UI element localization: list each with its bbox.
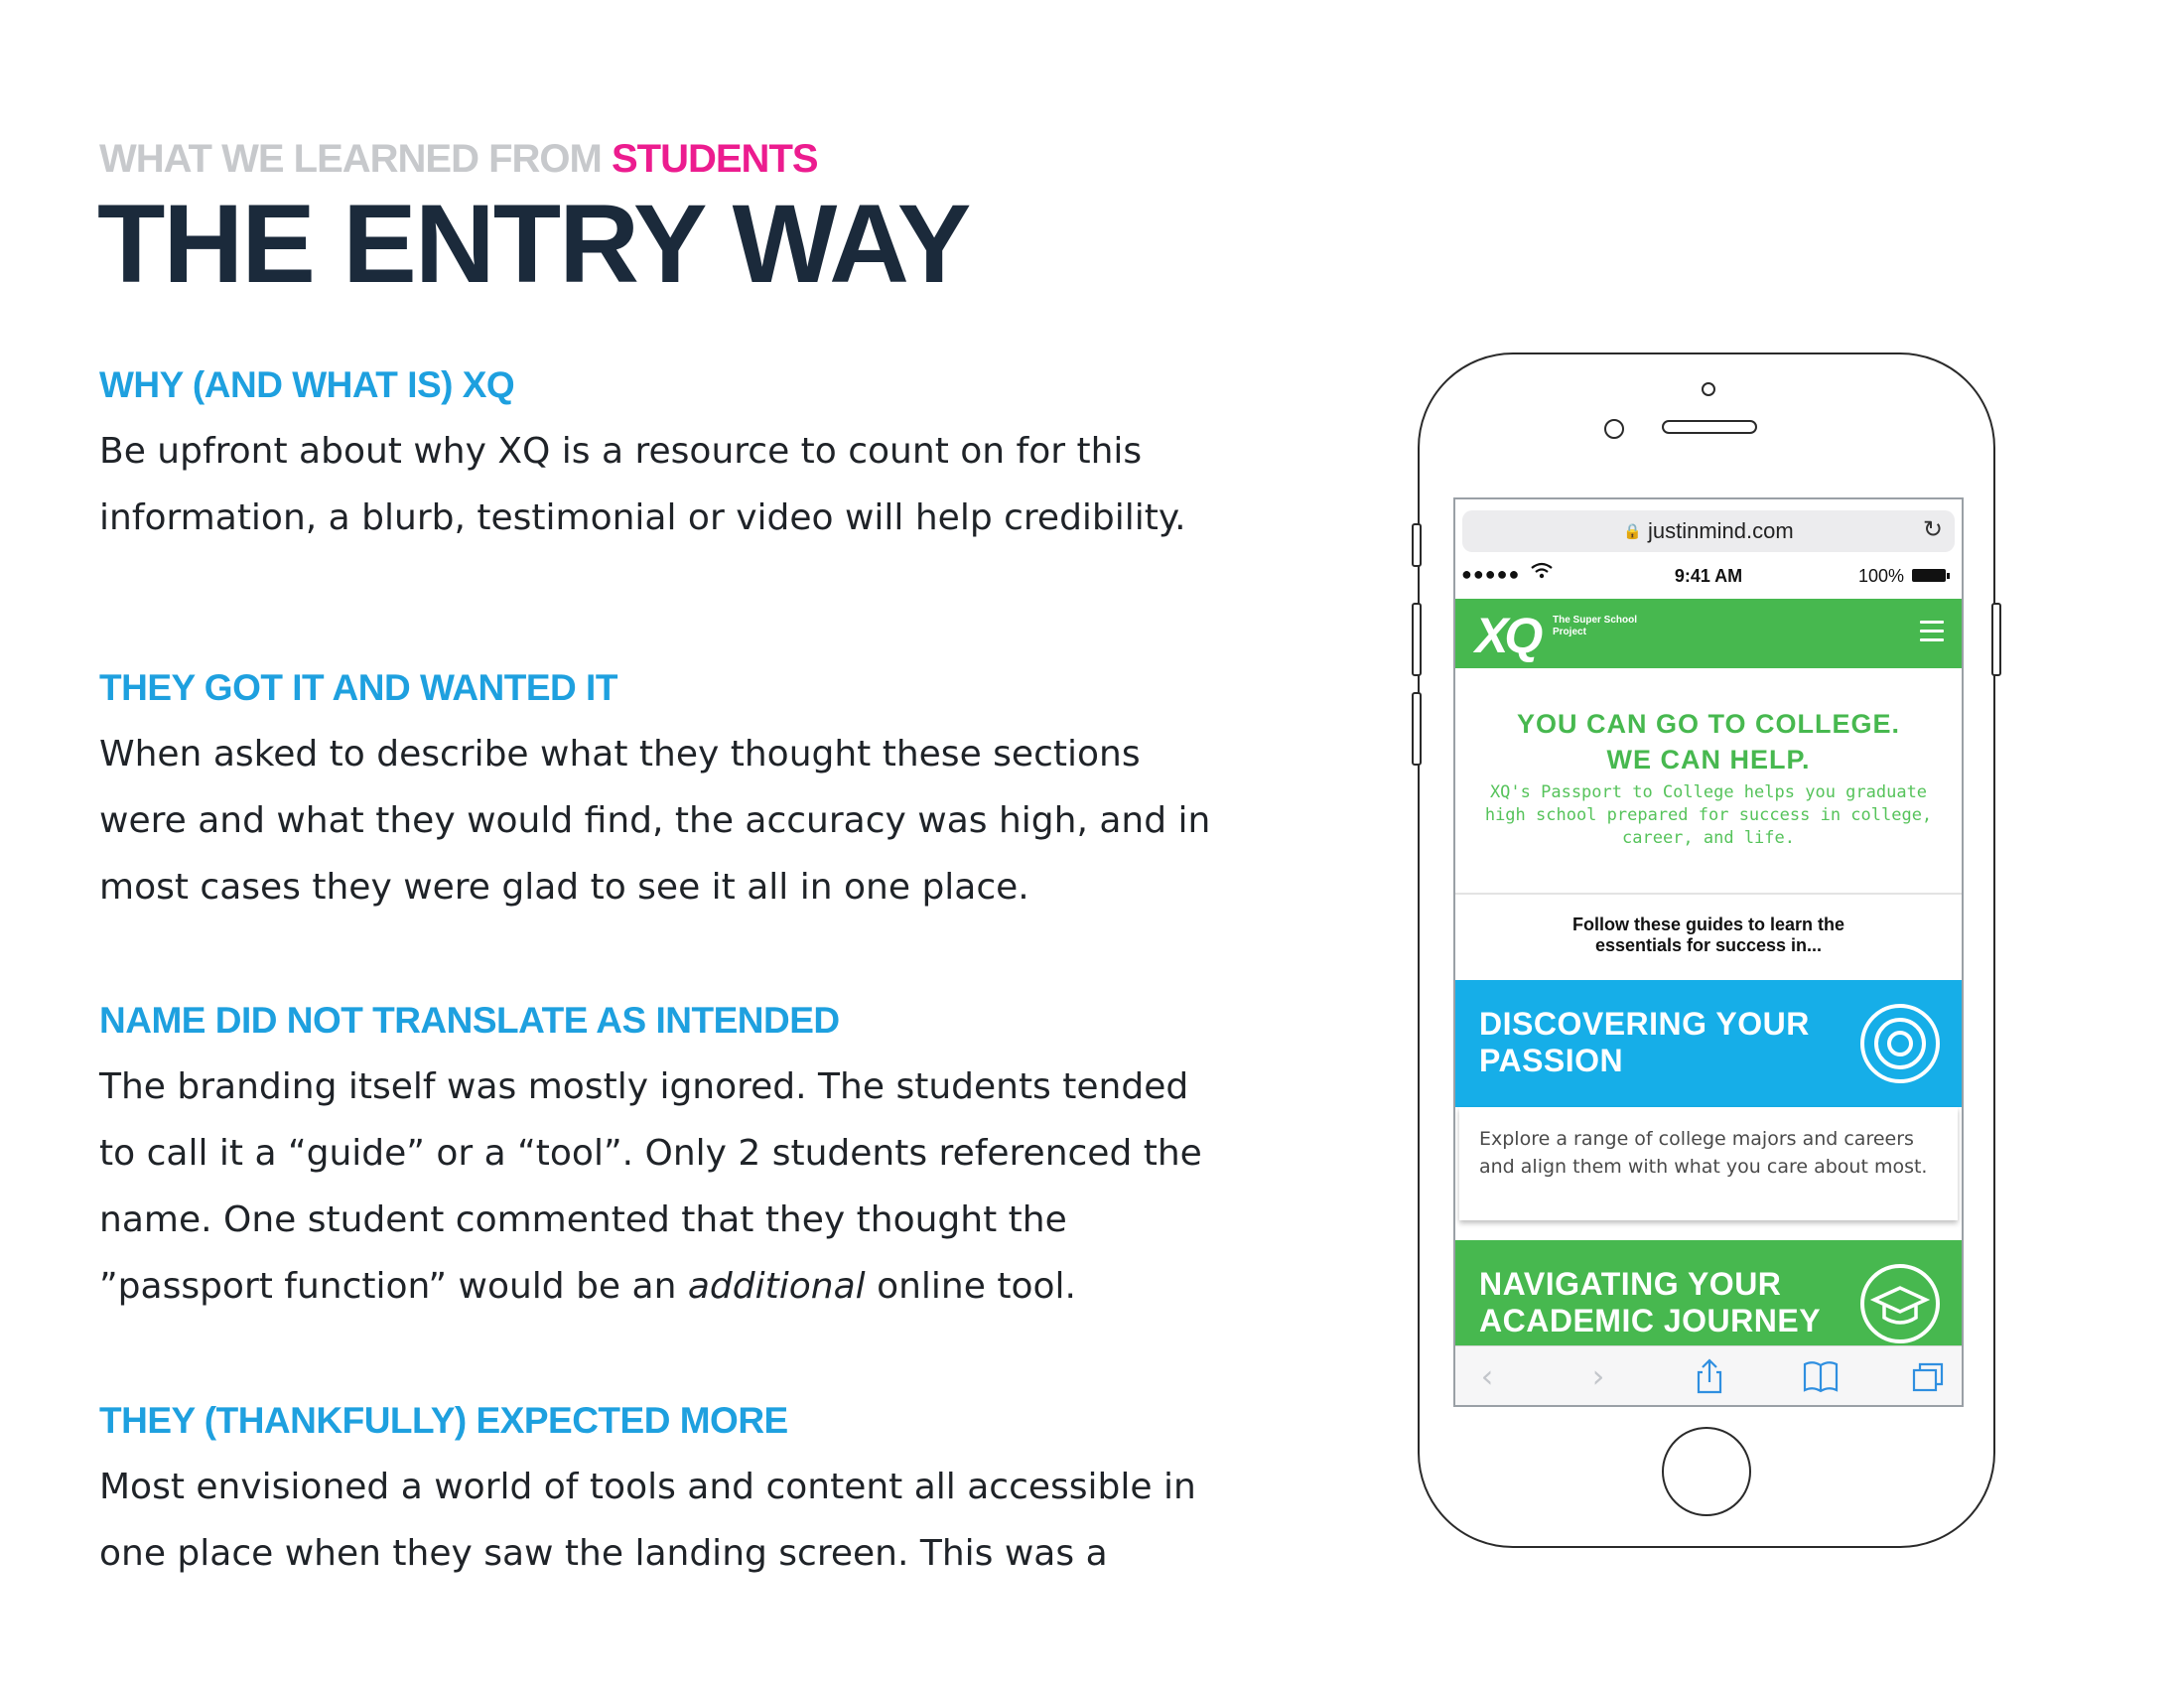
hero-section bbox=[1455, 668, 1962, 895]
section-name-translation bbox=[99, 998, 1221, 1320]
eyebrow-accent: STUDENTS bbox=[611, 137, 818, 181]
share-icon[interactable] bbox=[1690, 1358, 1729, 1394]
mute-switch bbox=[1412, 523, 1422, 567]
back-icon[interactable]: ‹ bbox=[1480, 1357, 1494, 1395]
app-header bbox=[1453, 599, 1964, 668]
section-why-xq bbox=[99, 362, 1221, 551]
tabs-icon[interactable] bbox=[1908, 1358, 1948, 1394]
section-heading: NAME DID NOT TRANSLATE AS INTENDED bbox=[99, 1000, 840, 1041]
section-heading: THEY (THANKFULLY) EXPECTED MORE bbox=[99, 1400, 788, 1441]
logo-tagline: The Super School Project bbox=[1553, 615, 1638, 637]
browser-toolbar bbox=[1455, 1345, 1962, 1406]
page-title: THE ENTRY WAY bbox=[97, 182, 970, 306]
address-bar[interactable] bbox=[1462, 510, 1955, 552]
hero-title bbox=[1455, 706, 1962, 777]
card-title: NAVIGATING YOUR ACADEMIC JOURNEY bbox=[1479, 1266, 1822, 1338]
xq-logo[interactable]: XQ bbox=[1475, 608, 1540, 663]
section-got-it bbox=[99, 665, 1221, 920]
card-description: Explore a range of college majors and careers and align them with what you care about most. bbox=[1459, 1107, 1958, 1220]
proximity-sensor bbox=[1604, 419, 1624, 439]
url-text: justinmind.com bbox=[1647, 518, 1794, 543]
hero-subtitle: XQ's Passport to College helps you graduate high school prepared for success in college, career, and life. bbox=[1484, 782, 1933, 848]
volume-down-button bbox=[1412, 692, 1422, 766]
hero-title-line1: YOU CAN GO TO COLLEGE. bbox=[1516, 709, 1901, 739]
target-icon bbox=[1858, 1002, 1942, 1085]
reload-icon[interactable]: ↻ bbox=[1922, 516, 1943, 543]
lock-icon: 🔒 bbox=[1623, 523, 1642, 540]
bookmarks-icon[interactable] bbox=[1801, 1358, 1841, 1394]
body-text-emphasis: additional bbox=[687, 1266, 866, 1308]
body-text-end: online tool. bbox=[865, 1266, 1076, 1308]
section-body: When asked to describe what they thought these sections were and what they would find, the accuracy was high, and in most cases they were glad to see it all in one place. bbox=[99, 734, 1211, 909]
status-time: 9:41 AM bbox=[1674, 566, 1743, 586]
graduation-cap-icon bbox=[1858, 1262, 1942, 1345]
eyebrow-text: WHAT WE LEARNED FROM bbox=[99, 137, 602, 181]
guides-intro bbox=[1455, 914, 1962, 956]
section-heading: THEY GOT IT AND WANTED IT bbox=[99, 667, 617, 708]
section-body: Be upfront about why XQ is a resource to count on for this information, a blurb, testimonial or video will help credibility. bbox=[99, 431, 1186, 539]
signal-icon: ●●●●● bbox=[1461, 564, 1521, 584]
guides-intro-text: Follow these guides to learn the essentials for success in... bbox=[1571, 914, 1845, 955]
front-camera bbox=[1702, 382, 1715, 396]
card-title: DISCOVERING YOUR PASSION bbox=[1479, 1006, 1810, 1078]
status-bar bbox=[1455, 565, 1962, 589]
section-expected-more bbox=[99, 1398, 1221, 1587]
section-body bbox=[99, 1054, 1221, 1320]
home-button[interactable] bbox=[1662, 1427, 1751, 1516]
power-button bbox=[1991, 603, 2001, 676]
section-heading: WHY (AND WHAT IS) XQ bbox=[99, 364, 515, 405]
forward-icon[interactable]: › bbox=[1591, 1357, 1605, 1395]
phone-mockup bbox=[1418, 352, 1995, 1548]
earpiece-speaker bbox=[1662, 420, 1757, 434]
guide-card-passion[interactable] bbox=[1455, 980, 1962, 1107]
battery-icon bbox=[1912, 569, 1946, 582]
volume-up-button bbox=[1412, 603, 1422, 676]
section-body: Most envisioned a world of tools and content all accessible in one place when they saw the landing screen. This was a bbox=[99, 1467, 1196, 1575]
phone-screen bbox=[1453, 497, 1964, 1407]
battery-percent: 100% bbox=[1858, 566, 1905, 586]
body-text-start: The branding itself was mostly ignored. The students tended to call it a “guide” or a “tool”. Only 2 students referenced the name. One student commented that they thought the ”passport function” would be an bbox=[99, 1066, 1202, 1308]
hero-title-line2: WE CAN HELP. bbox=[1606, 745, 1811, 774]
hamburger-menu-icon[interactable] bbox=[1920, 621, 1944, 642]
eyebrow-label bbox=[99, 137, 818, 182]
